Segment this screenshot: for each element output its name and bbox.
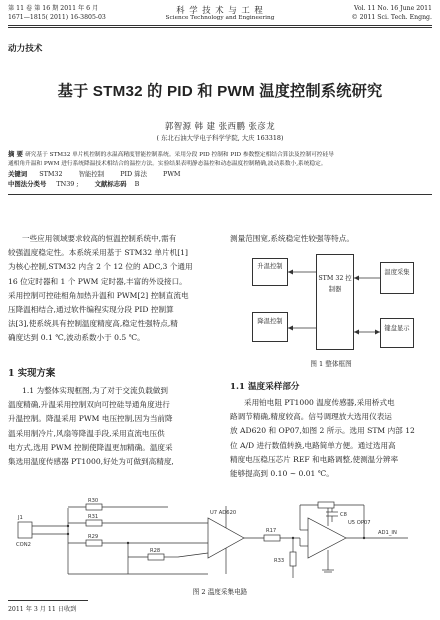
category-label: 动力技术 [8, 44, 43, 54]
r28-label: R28 [150, 548, 161, 554]
journal-title-en: Science Technology and Engineering [165, 15, 275, 21]
section-1-1-title: 1.1 温度采样部分 [230, 382, 300, 392]
header-copyright: © 2011 Sci. Tech. Engng. [351, 14, 432, 21]
doc-code-value: B [134, 180, 140, 188]
intro-line: 确度达到 0.1 ℃,波动系数小于 0.5 ℃。 [8, 333, 145, 343]
mcu-box: STM 32 控制器 [316, 254, 354, 350]
section-1-1-line: 能够提高到 0.10 ~ 0.01 ℃。 [230, 469, 334, 479]
affiliation: ( 东北石油大学电子科学学院, 大庆 163318) [156, 134, 284, 142]
abstract-label: 摘 要 [8, 150, 24, 158]
classification-value: TN39 ; [56, 180, 79, 188]
footnote-rule [8, 600, 88, 601]
figure-1-caption: 图 1 整体框图 [310, 360, 352, 368]
section-1-line: 温采用制冷片,风扇等降温手段,采用直流电压供 [8, 428, 165, 438]
r29-label: R29 [88, 534, 99, 540]
heat-control-box: 升温控制 [252, 258, 288, 286]
keywords-label: 关键词 [8, 170, 28, 178]
section-1-line: 1.1 为整体实现框图,为了对于交流负载做到 [22, 386, 168, 395]
section-1-1-line: 位 A/D 进行数值转换,电路简单方便。通过选用高 [230, 440, 396, 450]
keyboard-display-box: 键盘显示 [380, 318, 414, 348]
temp-acquisition-box: 温度采集 [380, 262, 414, 294]
figure-2-caption: 图 2 温度采集电路 [192, 588, 248, 596]
r33-label: R33 [274, 558, 285, 564]
con2-label: CON2 [16, 542, 31, 548]
received-date: 2011 年 3 月 11 日收到 [8, 606, 77, 613]
circuit-diagram [8, 494, 432, 586]
section-1-title: 1 实现方案 [8, 368, 56, 379]
section-1-paragraph [8, 384, 210, 469]
section-1-1-line: 精度电压稳压芯片 REF 和电路调整,使测温分辨率 [230, 454, 399, 464]
paper-title: 基于 STM32 的 PID 和 PWM 温度控制系统研究 [57, 83, 383, 100]
r30-label: R30 [88, 498, 99, 504]
r31-label: R31 [88, 514, 99, 520]
keyword-item: PWM [163, 170, 181, 178]
section-1-1-line: 放 AD620 和 OP07,如图 2 所示。选用 STM 内部 12 [230, 426, 415, 436]
doc-code-label: 文献标志码 [94, 180, 127, 188]
intro-paragraph [8, 232, 210, 346]
section-1-line: 温度精确,升温采用控制双向可控硅导通角度进行 [8, 400, 170, 410]
section-1-line: 升温控制。降温采用 PWM 电压控制,因为当前降 [8, 414, 173, 424]
intro-line: 16 位定时器和 1 个 PWM 定时器,丰富的外设接口。 [8, 276, 187, 286]
keyword-item: STM32 [39, 170, 63, 178]
c8-label: C8 [340, 512, 347, 518]
classification [8, 180, 139, 189]
section-1-line: 电方式,选用 PWM 控制使降温更加精确。温度采 [8, 442, 173, 452]
intro-line: 一些应用领域要求较高的恒温控制系统中,需有 [22, 234, 177, 243]
journal-title: 科 学 技 术 与 工 程 [176, 5, 264, 15]
abstract-rule [8, 194, 432, 195]
figure-2 [8, 494, 432, 596]
section-1-line: 集选用温度传感器 PT1000,好处为可做到高精度, [8, 457, 174, 467]
figure-1 [230, 248, 432, 368]
output-label: AD1_IN [378, 530, 397, 536]
intro-line: 为核心控制,STM32 内含 2 个 12 位的 ADC,3 个通用 [8, 262, 193, 272]
section-1-1-line: 采用铂电阻 PT1000 温度传感器,采用桥式电 [244, 398, 395, 407]
keyword-item: 智能控制 [78, 170, 105, 178]
keyword-item: PID 算法 [120, 170, 147, 178]
u5-label: U5 OP07 [348, 520, 371, 526]
abstract-line-2: 通相角升温和 PWM 进行系统降温技术相结合的温控方法。实验结果表明静态温控和动态温度控制精确,波动系数小,系统稳定。 [8, 161, 327, 167]
classification-label: 中图法分类号 [8, 180, 47, 188]
authors: 郭智源 韩 建 张西鹏 张彦龙 [164, 121, 276, 131]
intro-line: 法[3],使系统具有控制温度精度高,稳定性强特点,精 [8, 319, 178, 329]
cool-control-box: 降温控制 [252, 312, 288, 342]
header-rule-thin [8, 27, 432, 28]
section-1-1-line: 路调节精确,精度较高。信号调理放大选用仪表运 [230, 412, 392, 422]
intro-line: 采用控制可控硅相角加热升温和 PWM[2] 控制直流电 [8, 290, 189, 300]
section-1-1-paragraph [230, 396, 432, 481]
abstract-line-1: 研究基于 STM32 单片机控制的水温高精度智能控制系统。采用分段 PID 控制和 PID 参数整定相结合算法及控制可控硅导 [25, 152, 334, 158]
header-vol-en: Vol. 11 No. 16 June 2011 [353, 5, 432, 12]
header-rule [8, 25, 432, 26]
header-volume: 第 11 卷 第 16 期 2011 年 6 月 [8, 5, 99, 12]
r17-label: R17 [266, 528, 277, 534]
j1-label: J1 [18, 515, 23, 521]
header-issn: 1671—1815( 2011) 16-3805-03 [8, 14, 106, 21]
right-top-line: 测量范围宽,系统稳定性较强等特点。 [230, 234, 354, 243]
keywords [8, 170, 180, 179]
abstract [8, 150, 432, 160]
intro-line: 较强温度稳定性。本系统采用基于 STM32 单片机[1] [8, 248, 188, 258]
intro-line: 压降温相结合,通过软件编程实现分段 PID 控制算 [8, 305, 174, 315]
u7-label: U7 AD620 [210, 510, 237, 516]
